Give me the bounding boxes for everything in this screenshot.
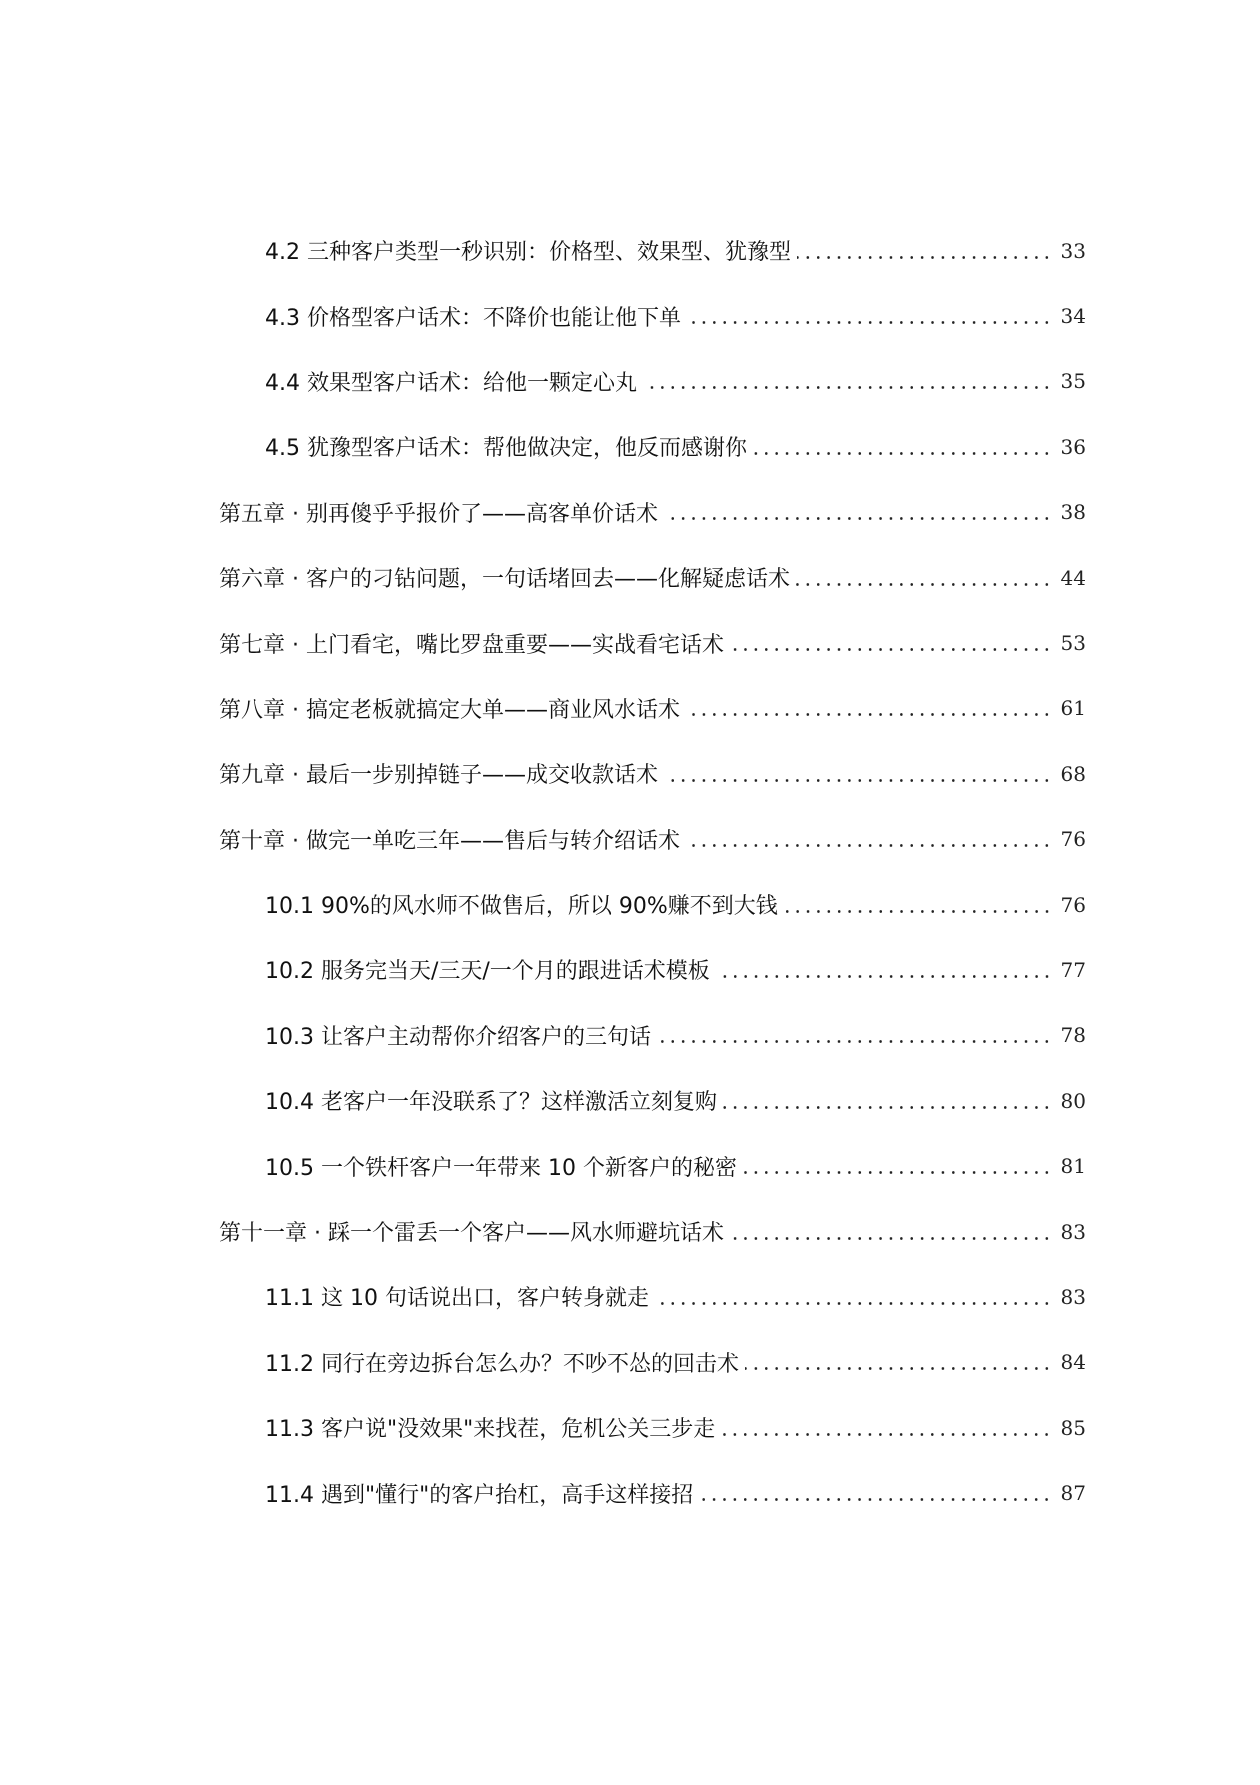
table-of-contents	[0, 218, 1260, 1526]
toc-entry-page-number: 35	[1060, 369, 1086, 394]
toc-entry-page-number: 34	[1060, 304, 1086, 329]
toc-entry-title: 第五章 · 别再傻乎乎报价了——高客单价话术	[219, 501, 658, 527]
dot-leader	[745, 1350, 1052, 1374]
toc-section-entry[interactable]	[0, 872, 1260, 937]
toc-entry-page-number: 83	[1060, 1284, 1086, 1309]
toc-section-entry[interactable]	[0, 1068, 1260, 1133]
toc-entry-page-number: 77	[1060, 957, 1086, 982]
toc-chapter-entry[interactable]	[0, 676, 1260, 741]
toc-entry-title: 10.5 一个铁杆客户一年带来 10 个新客户的秘密	[265, 1155, 737, 1181]
toc-section-entry[interactable]	[0, 283, 1260, 348]
dot-leader	[797, 239, 1052, 263]
toc-entry-title: 第八章 · 搞定老板就搞定大单——商业风水话术	[219, 697, 680, 723]
toc-chapter-entry[interactable]	[0, 610, 1260, 675]
toc-entry-title: 4.4 效果型客户话术：给他一颗定心丸	[265, 370, 637, 396]
toc-entry-page-number: 44	[1060, 565, 1086, 590]
toc-chapter-entry[interactable]	[0, 807, 1260, 872]
toc-entry-page-number: 36	[1060, 434, 1086, 459]
dot-leader	[655, 1285, 1052, 1309]
toc-entry-title: 11.1 这 10 句话说出口，客户转身就走	[265, 1286, 649, 1312]
toc-entry-title: 4.3 价格型客户话术：不降价也能让他下单	[265, 305, 681, 331]
dot-leader	[730, 1220, 1052, 1244]
dot-leader	[721, 1416, 1052, 1440]
toc-entry-title: 10.4 老客户一年没联系了？这样激活立刻复购	[265, 1090, 717, 1116]
toc-section-entry[interactable]	[0, 218, 1260, 283]
toc-entry-title: 第九章 · 最后一步别掉链子——成交收款话术	[219, 763, 658, 789]
toc-entry-page-number: 68	[1060, 761, 1086, 786]
toc-entry-title: 第七章 · 上门看宅，嘴比罗盘重要——实战看宅话术	[219, 632, 724, 658]
dot-leader	[753, 435, 1052, 459]
toc-entry-title: 10.3 让客户主动帮你介绍客户的三句话	[265, 1024, 651, 1050]
toc-entry-page-number: 53	[1060, 631, 1086, 656]
toc-entry-page-number: 33	[1060, 238, 1086, 263]
dot-leader	[796, 566, 1052, 590]
toc-section-entry[interactable]	[0, 1264, 1260, 1329]
toc-chapter-entry[interactable]	[0, 545, 1260, 610]
toc-entry-title: 4.5 犹豫型客户话术：帮他做决定，他反而感谢你	[265, 436, 747, 462]
toc-entry-title: 4.2 三种客户类型一秒识别：价格型、效果型、犹豫型	[265, 240, 791, 266]
dot-leader	[687, 304, 1052, 328]
dot-leader	[686, 696, 1052, 720]
dot-leader	[686, 827, 1052, 851]
toc-entry-page-number: 81	[1060, 1154, 1086, 1179]
toc-entry-page-number: 76	[1060, 892, 1086, 917]
toc-entry-page-number: 78	[1060, 1023, 1086, 1048]
toc-entry-page-number: 83	[1060, 1219, 1086, 1244]
toc-entry-page-number: 80	[1060, 1088, 1086, 1113]
dot-leader	[730, 631, 1052, 655]
dot-leader	[699, 1481, 1052, 1505]
toc-entry-title: 10.2 服务完当天/三天/一个月的跟进话术模板	[265, 959, 710, 985]
toc-entry-page-number: 85	[1060, 1415, 1086, 1440]
toc-entry-page-number: 38	[1060, 500, 1086, 525]
toc-entry-title: 11.4 遇到"懂行"的客户抬杠，高手这样接招	[265, 1482, 694, 1508]
toc-section-entry[interactable]	[0, 1003, 1260, 1068]
toc-entry-page-number: 84	[1060, 1350, 1086, 1375]
toc-section-entry[interactable]	[0, 937, 1260, 1002]
toc-entry-title: 11.3 客户说"没效果"来找茬，危机公关三步走	[265, 1417, 716, 1443]
toc-section-entry[interactable]	[0, 414, 1260, 479]
dot-leader	[664, 500, 1052, 524]
dot-leader	[657, 1023, 1052, 1047]
toc-section-entry[interactable]	[0, 1330, 1260, 1395]
toc-entry-title: 第六章 · 客户的刁钻问题，一句话堵回去——化解疑虑话术	[219, 567, 790, 593]
toc-entry-page-number: 76	[1060, 827, 1086, 852]
toc-entry-page-number: 61	[1060, 696, 1086, 721]
toc-chapter-entry[interactable]	[0, 480, 1260, 545]
dot-leader	[784, 893, 1052, 917]
toc-entry-title: 10.1 90%的风水师不做售后，所以 90%赚不到大钱	[265, 894, 778, 920]
toc-section-entry[interactable]	[0, 1395, 1260, 1460]
toc-section-entry[interactable]	[0, 1133, 1260, 1198]
dot-leader	[716, 958, 1052, 982]
dot-leader	[664, 762, 1052, 786]
toc-chapter-entry[interactable]	[0, 741, 1260, 806]
toc-chapter-entry[interactable]	[0, 1199, 1260, 1264]
dot-leader	[643, 369, 1052, 393]
toc-section-entry[interactable]	[0, 1460, 1260, 1525]
toc-entry-page-number: 87	[1060, 1481, 1086, 1506]
toc-section-entry[interactable]	[0, 349, 1260, 414]
toc-entry-title: 11.2 同行在旁边拆台怎么办？不吵不怂的回击术	[265, 1351, 739, 1377]
toc-entry-title: 第十章 · 做完一单吃三年——售后与转介绍话术	[219, 828, 680, 854]
toc-entry-title: 第十一章 · 踩一个雷丢一个客户——风水师避坑话术	[219, 1221, 724, 1247]
dot-leader	[743, 1154, 1052, 1178]
dot-leader	[723, 1089, 1052, 1113]
